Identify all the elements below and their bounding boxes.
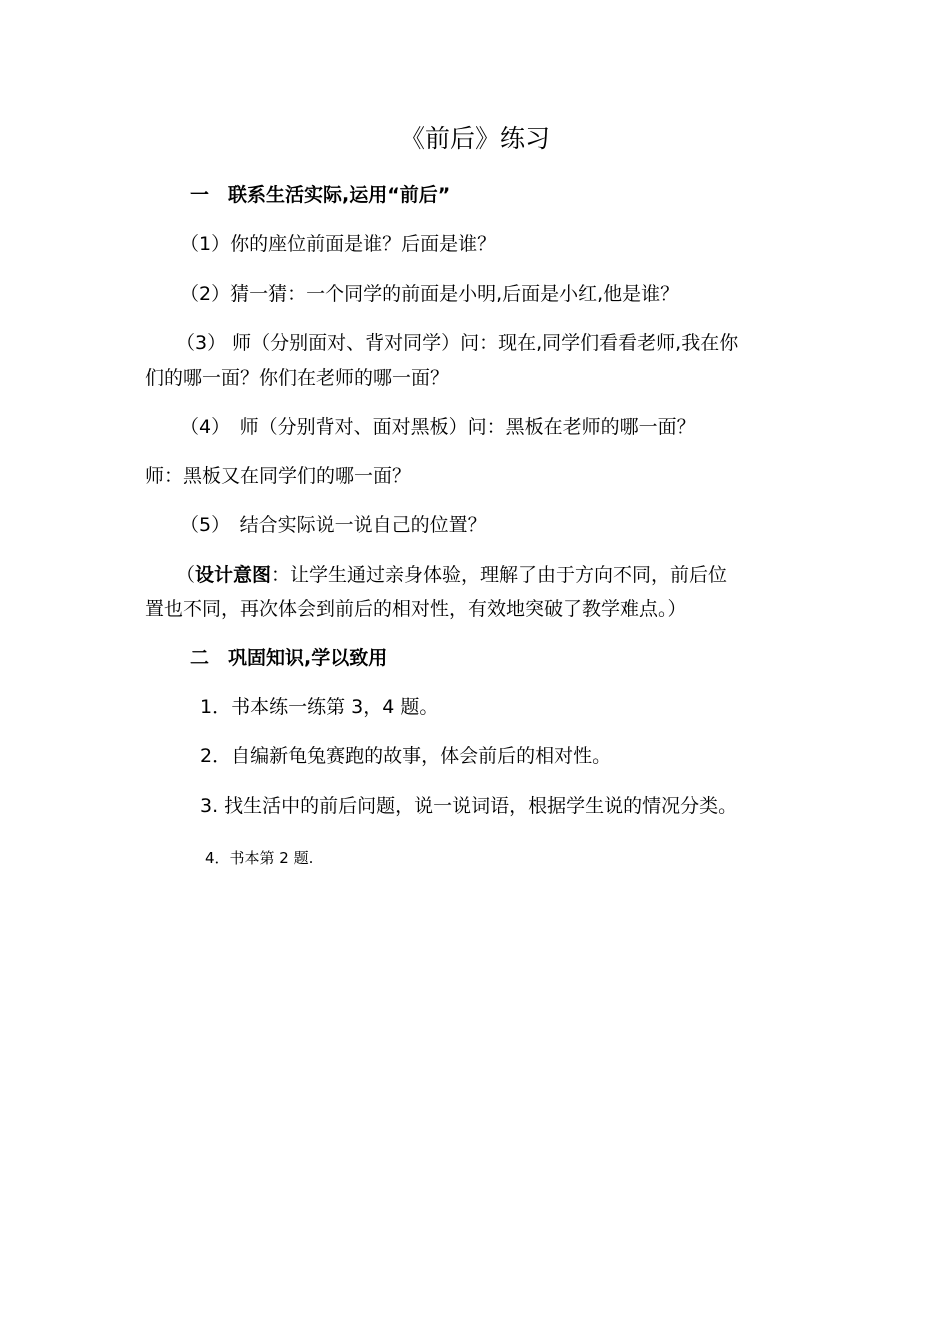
section1-item2: （2）猜一猜：一个同学的前面是小明,后面是小红,他是谁？: [180, 283, 680, 305]
section1-item3-line1: （3） 师（分别面对、背对同学）问：现在,同学们看看老师,我在你: [176, 332, 739, 354]
design-intent-text: ：让学生通过亲身体验，理解了由于方向不同，前后位: [271, 564, 728, 586]
section2-item1: 1．书本练一练第 3，4 题。: [200, 696, 439, 718]
section2-heading: 二 巩固知识,学以致用: [190, 647, 388, 669]
design-intent-line1: [176, 562, 727, 588]
section1-item4-line2: 师：黑板又在同学们的哪一面？: [145, 465, 412, 487]
document-title: 《前后》练习: [399, 124, 550, 153]
section1-item5: （5） 结合实际说一说自己的位置？: [180, 514, 487, 536]
section1-heading: 一 联系生活实际,运用“前后”: [190, 184, 451, 206]
section1-item1: （1）你的座位前面是谁？后面是谁？: [180, 233, 497, 255]
section1-item4-line1: （4） 师（分别背对、面对黑板）问：黑板在老师的哪一面？: [180, 416, 696, 438]
section2-item2: 2．自编新龟兔赛跑的故事，体会前后的相对性。: [200, 745, 612, 767]
design-intent-line2: 置也不同，再次体会到前后的相对性，有效地突破了教学难点。）: [145, 598, 687, 620]
section2-item4: 4．书本第 2 题.: [205, 849, 314, 867]
section1-item3-line2: 们的哪一面？你们在老师的哪一面？: [145, 367, 450, 389]
design-intent-label: 设计意图: [195, 564, 272, 586]
section2-item3: 3. 找生活中的前后问题，说一说词语，根据学生说的情况分类。: [200, 795, 738, 817]
design-intent-open: （: [176, 564, 196, 586]
